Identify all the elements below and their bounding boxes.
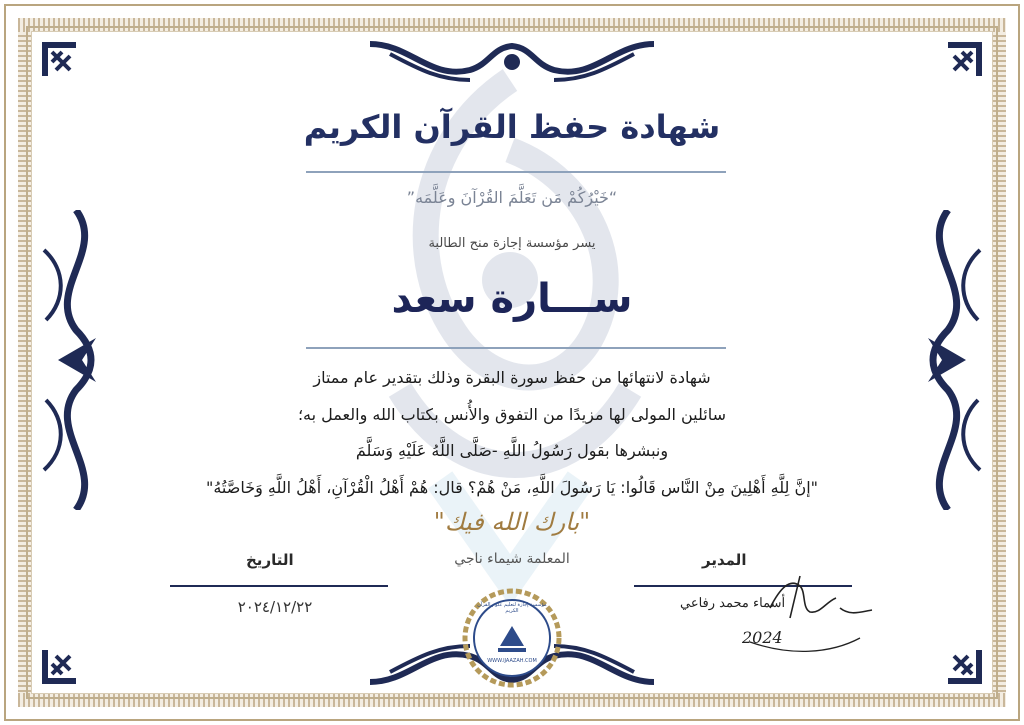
date-label: التاريخ <box>246 551 294 569</box>
institution-seal <box>462 588 562 688</box>
body-line-2: سائلين المولى لها مزيدًا من التفوق والأُنس بكتاب الله والعمل به؛ <box>297 405 727 424</box>
seal-url: WWW.IJAAZAH.COM <box>487 658 537 664</box>
date-value: ٢٠٢٤/١٢/٢٢ <box>237 598 313 616</box>
corner-ornament-bottom-left-icon <box>40 648 78 686</box>
right-side-ornament-icon <box>918 210 988 510</box>
left-side-ornament-icon <box>36 210 106 510</box>
title-divider <box>306 171 726 173</box>
intro-text: يسر مؤسسة إجازة منح الطالبة <box>428 236 596 251</box>
student-name: ســـارة سعد <box>391 276 633 322</box>
signature-name: أسماء محمد رفاعي <box>680 596 786 611</box>
body-line-1: شهادة لانتهائها من حفظ سورة البقرة وذلك بتقدير عام ممتاز <box>313 368 711 387</box>
body-line-3: ونبشرها بقول رَسُولُ اللَّهِ -صَلَّى اللَّهُ عَلَيْهِ وَسَلَّمَ <box>355 441 669 460</box>
teacher-name: المعلمة شيماء ناجي <box>454 551 570 567</box>
corner-ornament-top-right-icon <box>946 40 984 78</box>
director-label: المدير <box>702 551 747 569</box>
blessing-text: "بارك الله فيك" <box>433 508 591 536</box>
signature-icon <box>650 568 880 663</box>
corner-ornament-bottom-right-icon <box>946 648 984 686</box>
hadith-quote: “خَيْرُكُمْ مَن تَعَلَّمَ القُرْآنَ وعَلَّمَه” <box>406 188 618 207</box>
signature-year: 2024 <box>742 628 783 647</box>
name-divider <box>306 347 726 349</box>
seal-text: مؤسسة إجازة لتعليم علوم القرآن الكريم <box>477 602 547 614</box>
corner-ornament-top-left-icon <box>40 40 78 78</box>
body-line-4: "إنَّ لِلَّهِ أَهْلِينَ مِنْ النَّاس قَالُوا: يَا رَسُولَ اللَّهِ، مَنْ هُمْ؟ قال: هُمْ أَهْلُ الْقُرْآنِ، أَهْلُ اللَّهِ وَخَاصَّتُهُ" <box>205 478 819 497</box>
date-underline <box>170 585 388 587</box>
certificate-title: شهادة حفظ القرآن الكريم <box>303 108 721 146</box>
top-ornament-icon <box>370 40 654 88</box>
